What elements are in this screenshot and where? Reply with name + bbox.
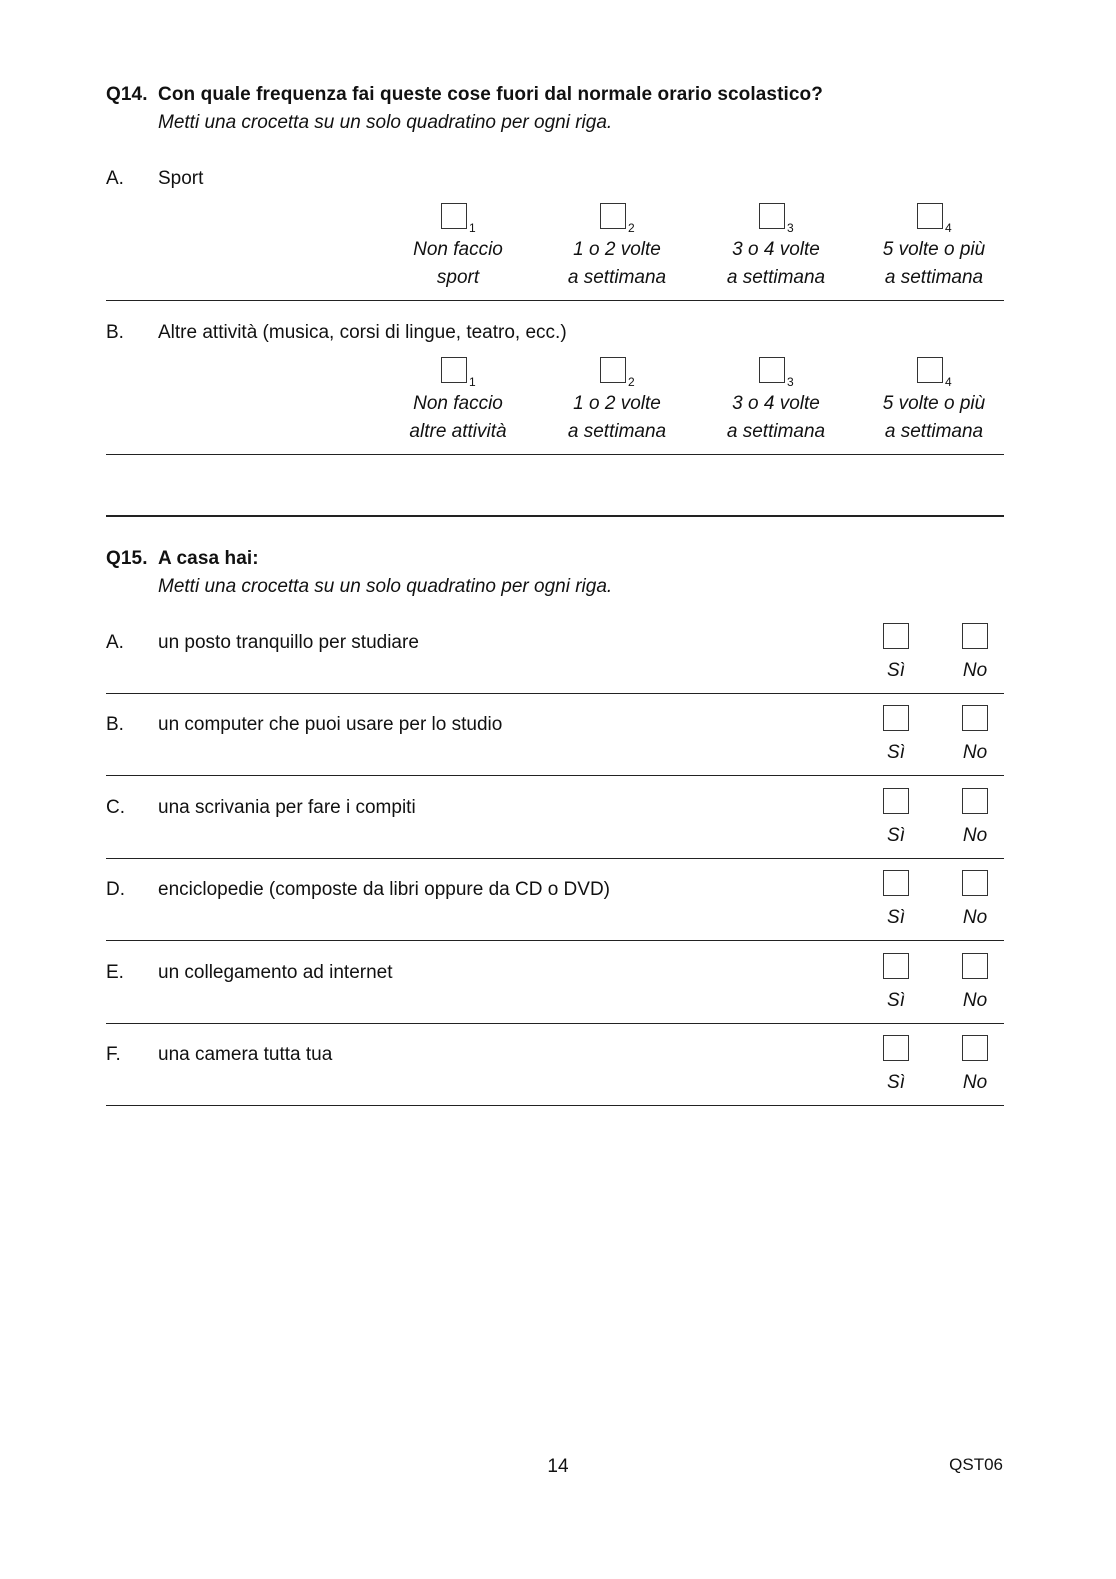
q14-item-label: Sport <box>158 168 204 189</box>
q15-yes-checkbox[interactable] <box>883 623 909 649</box>
q14-option-checkbox[interactable] <box>759 203 785 229</box>
q15-yes-label: Sì <box>887 907 905 928</box>
q15-yes-label: Sì <box>887 660 905 681</box>
q14-option-line2: a settimana <box>567 421 667 442</box>
q14-option-label <box>849 390 1019 446</box>
q14-option-line2: a settimana <box>884 421 984 442</box>
q14-option-line2: a settimana <box>726 421 826 442</box>
q15-no-checkbox[interactable] <box>962 953 988 979</box>
q15-item-letter: F. <box>106 1044 121 1065</box>
q14-item-label: Altre attività (musica, corsi di lingue, teatro, ecc.) <box>158 322 567 343</box>
q14-instruction: Metti una crocetta su un solo quadratino per ogni riga. <box>158 112 613 133</box>
q15-item-label: una camera tutta tua <box>158 1044 333 1065</box>
q14-option-line1: 3 o 4 volte <box>732 393 820 414</box>
section-divider <box>106 515 1004 517</box>
q15-item-label: un computer che puoi usare per lo studio <box>158 714 503 735</box>
q14-option-line2: sport <box>436 267 480 288</box>
q14-option-line2: a settimana <box>884 267 984 288</box>
q15-no-label: No <box>962 742 988 763</box>
q14-option-label <box>532 390 702 446</box>
q14-option-line1: Non faccio <box>413 393 503 414</box>
q14-option-label <box>373 390 543 446</box>
q14-option-code: 4 <box>945 375 952 389</box>
q15-no-label: No <box>962 1072 988 1093</box>
q14-option-checkbox[interactable] <box>917 357 943 383</box>
q15-item-letter: D. <box>106 879 125 900</box>
q14-option-label <box>691 236 861 292</box>
q15-row-divider <box>106 775 1004 776</box>
q14-question: Con quale frequenza fai queste cose fuori dal normale orario scolastico? <box>158 84 823 105</box>
q15-yes-checkbox[interactable] <box>883 953 909 979</box>
q15-row-divider <box>106 858 1004 859</box>
q15-yes-label: Sì <box>887 742 905 763</box>
q15-no-label: No <box>962 907 988 928</box>
q15-no-checkbox[interactable] <box>962 705 988 731</box>
q15-no-checkbox[interactable] <box>962 788 988 814</box>
document-code: QST06 <box>949 1455 1003 1474</box>
q14-item-letter: B. <box>106 322 124 343</box>
q15-yes-label: Sì <box>887 825 905 846</box>
q14-option-code: 2 <box>628 375 635 389</box>
q15-row-divider <box>106 940 1004 941</box>
q15-row-divider <box>106 693 1004 694</box>
q14-option-code: 3 <box>787 375 794 389</box>
q14-option-label <box>373 236 543 292</box>
q14-option-checkbox[interactable] <box>441 203 467 229</box>
q14-option-checkbox[interactable] <box>917 203 943 229</box>
q15-item-label: un collegamento ad internet <box>158 962 393 983</box>
q14-option-line1: 3 o 4 volte <box>732 239 820 260</box>
q15-no-checkbox[interactable] <box>962 870 988 896</box>
q14-option-line1: 1 o 2 volte <box>573 393 661 414</box>
q14-item-letter: A. <box>106 168 124 189</box>
q15-yes-label: Sì <box>887 1072 905 1093</box>
q14-option-code: 2 <box>628 221 635 235</box>
q15-number: Q15. <box>106 548 148 569</box>
q14-option-checkbox[interactable] <box>441 357 467 383</box>
q15-item-letter: C. <box>106 797 125 818</box>
q14-option-label <box>532 236 702 292</box>
page-number: 14 <box>547 1456 569 1477</box>
q15-yes-checkbox[interactable] <box>883 1035 909 1061</box>
q14-option-checkbox[interactable] <box>600 357 626 383</box>
q15-no-label: No <box>962 825 988 846</box>
q15-yes-checkbox[interactable] <box>883 788 909 814</box>
q15-item-label: enciclopedie (composte da libri oppure da CD o DVD) <box>158 879 611 900</box>
q15-yes-checkbox[interactable] <box>883 705 909 731</box>
q14-option-code: 3 <box>787 221 794 235</box>
q14-option-checkbox[interactable] <box>600 203 626 229</box>
q15-item-letter: E. <box>106 962 124 983</box>
q15-item-label: una scrivania per fare i compiti <box>158 797 416 818</box>
q15-no-label: No <box>962 990 988 1011</box>
q14-option-line1: Non faccio <box>413 239 503 260</box>
q14-option-code: 1 <box>469 221 476 235</box>
q14-option-code: 4 <box>945 221 952 235</box>
q15-question: A casa hai: <box>158 548 259 569</box>
q15-yes-checkbox[interactable] <box>883 870 909 896</box>
q15-yes-label: Sì <box>887 990 905 1011</box>
q14-option-line2: altre attività <box>409 421 507 442</box>
q15-no-label: No <box>962 660 988 681</box>
q15-no-checkbox[interactable] <box>962 1035 988 1061</box>
q15-no-checkbox[interactable] <box>962 623 988 649</box>
q14-row-divider <box>106 300 1004 301</box>
q15-item-letter: A. <box>106 632 124 653</box>
q14-number: Q14. <box>106 84 148 105</box>
q14-option-line1: 5 volte o più <box>882 239 986 260</box>
q14-option-line2: a settimana <box>567 267 667 288</box>
q14-option-line1: 1 o 2 volte <box>573 239 661 260</box>
q14-option-checkbox[interactable] <box>759 357 785 383</box>
q15-row-divider <box>106 1105 1004 1106</box>
q15-item-letter: B. <box>106 714 124 735</box>
q14-option-label <box>691 390 861 446</box>
q15-heading <box>106 548 259 570</box>
q14-option-label <box>849 236 1019 292</box>
q15-item-label: un posto tranquillo per studiare <box>158 632 419 653</box>
q15-instruction: Metti una crocetta su un solo quadratino per ogni riga. <box>158 576 613 597</box>
q14-option-code: 1 <box>469 375 476 389</box>
q15-row-divider <box>106 1023 1004 1024</box>
q14-option-line1: 5 volte o più <box>882 393 986 414</box>
q14-heading <box>106 84 823 106</box>
q14-row-divider <box>106 454 1004 455</box>
q14-option-line2: a settimana <box>726 267 826 288</box>
